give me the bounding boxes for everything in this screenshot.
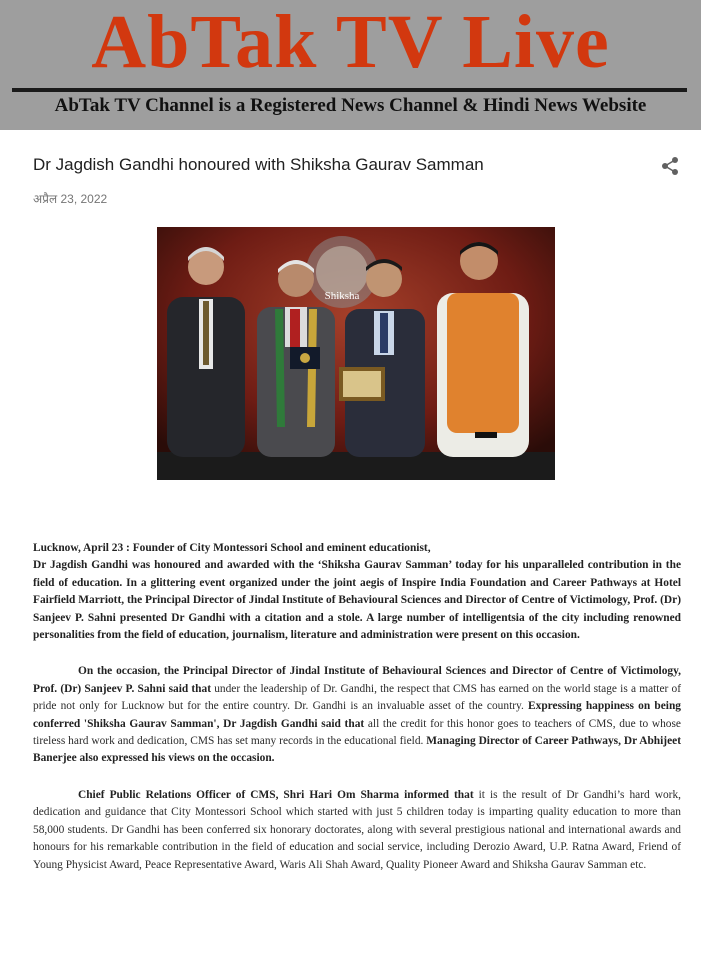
award-photo[interactable] <box>157 227 555 480</box>
post-title[interactable]: Dr Jagdish Gandhi honoured with Shiksha Gaurav Samman <box>33 155 484 174</box>
quote-intro-sharma: Chief Public Relations Officer of CMS, Shri Hari Om Sharma informed that <box>78 788 474 801</box>
quote-text-sharma: it is the result of Dr Gandhi’s hard work, dedication and guidance that City Montessori School which started with just 5 children today is imparting quality education to more than 58,000 students. Dr Gandhi has been conferred six honorary doctorates, along with several prestigious national and international awards and honours for his remarkable contribution in the field of education and social service, including Derozio Award, U.P. Ratna Award, Friend of Young Physicist Award, Peace Representative Award, Waris Ali Shah Award, Quality Pioneer Award and Shiksha Gaurav Samman etc. <box>33 788 681 871</box>
site-tagline: AbTak TV Channel is a Registered News Channel & Hindi News Website <box>54 95 647 116</box>
post-date: अप्रैल 23, 2022 <box>33 192 108 206</box>
award-ceremony-image <box>157 227 555 480</box>
article-paragraph-2 <box>33 663 681 767</box>
site-banner[interactable] <box>0 0 701 130</box>
quote-intro-gandhi: Expressing happiness on being conferred 'Shiksha Gaurav Samman', Dr Jagdish Gandhi said that <box>33 700 681 730</box>
share-button[interactable] <box>660 156 680 176</box>
stage-logo-text: Shiksha <box>324 290 360 302</box>
lead-text: Dr Jagdish Gandhi was honoured and awarded with the ‘Shiksha Gaurav Samman’ today for his unparalleled contribution in the field of education. In a glittering event organized under the joint aegis of Inspire India Foundation and Career Pathways at Hotel Fairfield Marriott, the Principal Director of Jindal Institute of Behavioural Sciences and Director of Centre of Victimology, Prof. (Dr) Sanjeev P. Sahni presented Dr Gandhi with a citation and a stole. A large number of intelligentsia of the city including renowned personalities from the field of education, journalism, literature and administration were present on this occasion. <box>33 559 681 642</box>
quote-banerjee: Managing Director of Career Pathways, Dr Abhijeet Banerjee also expressed his views on the occasion. <box>33 735 681 765</box>
quote-text-gandhi: all the credit for this honor goes to teachers of CMS, due to whose tireless hard work and dedication, CMS has set many records in the educational field. <box>33 717 681 748</box>
banner-divider <box>12 88 687 92</box>
quote-intro-sahni: On the occasion, the Principal Director of Jindal Institute of Behavioural Sciences and Director of Centre of Victimology, Prof. (Dr) Sanjeev P. Sahni said that <box>33 665 681 695</box>
dateline: Lucknow, April 23 : Founder of City Montessori School and eminent educationist, <box>33 542 431 554</box>
article-paragraph-3 <box>33 787 681 874</box>
share-icon <box>660 156 680 176</box>
site-title[interactable]: AbTak TV Live <box>91 0 610 84</box>
article-paragraph-1 <box>33 540 681 644</box>
article-body <box>33 540 681 874</box>
quote-text-sahni: under the leadership of Dr. Gandhi, the respect that CMS has earned on the world stage is a matter of pride not only for Lucknow but for the entire country. Dr. Gandhi is an invaluable asset of the country. <box>33 682 681 713</box>
